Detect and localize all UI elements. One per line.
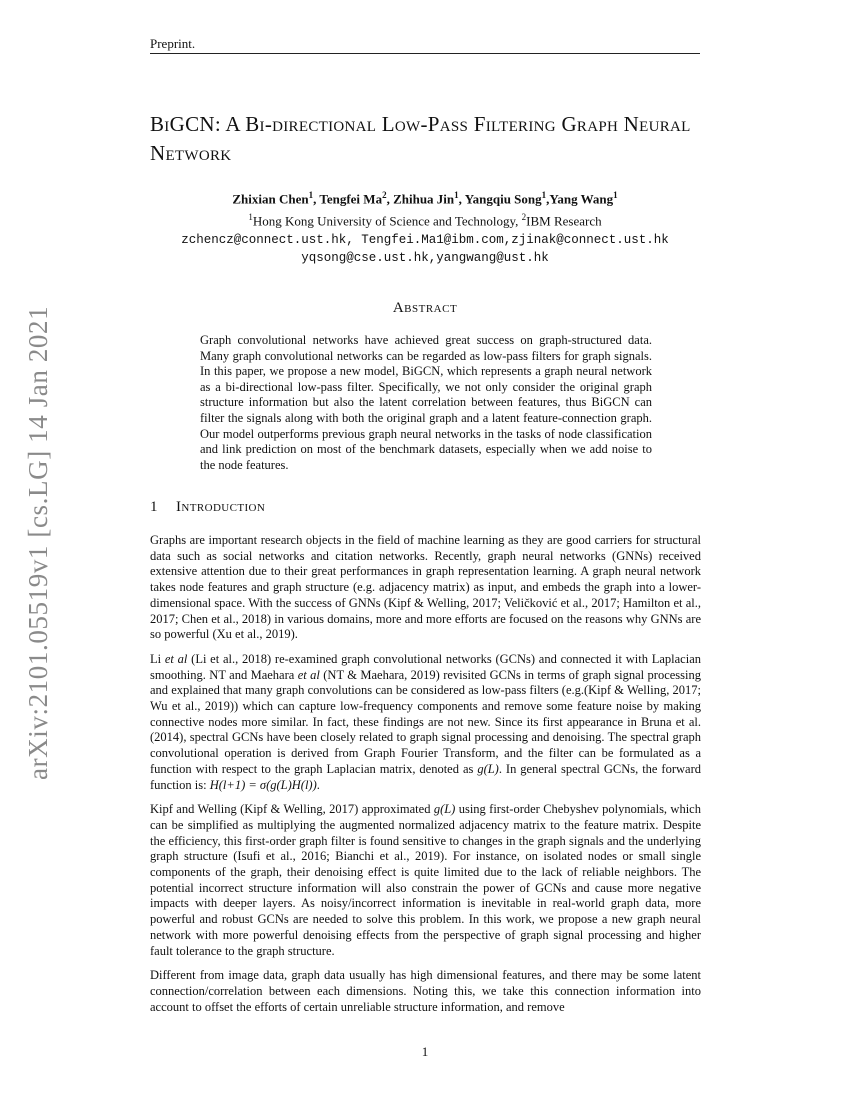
author-affiliation-mark: 1: [613, 190, 618, 200]
paragraph: Graphs are important research objects in the field of machine learning as they are good carriers for structural data such as social networks and citation networks. Recently, graph neural networks (GNNs) received extensive attention due to their great performances in graph representation learning. A graph neural network takes node features and graph structure (e.g. adjacency matrix) as input, and embeds the graph into a lower-dimensional space. With the success of GNNs (Kipf & Welling, 2017; Veličković et al., 2017; Hamilton et al., 2017; Chen et al., 2018) in various domains, more and more efforts are focused on the reasons why GNNs are so powerful (Xu et al., 2019).: [150, 533, 701, 642]
author-name: Tengfei Ma: [319, 191, 383, 207]
paper-title: BiGCN: A Bi-directional Low-Pass Filtering Graph Neural Network: [150, 112, 691, 165]
paragraph: Li et al (Li et al., 2018) re-examined graph convolutional networks (GCNs) and connected it with Laplacian smoothing. NT and Maehara et al (NT & Maehara, 2019) revisited GCNs in terms of graph signal processing and explained that many graph convolutions can be considered as low-pass filters (e.g.(Kipf & Welling, 2017; Wu et al., 2019)) which can capture low-frequency components and remove some feature noise by making connective nodes more similar. In fact, these findings are not new. Since its first appearance in Bruna et al. (2014), spectral GCNs have been closely related to graph signal processing and denoising. The spectral graph convolutional operation is derived from Graph Fourier Transform, and the filter can be formulated as a function with respect to the graph Laplacian matrix, denoted as g(L). In general spectral GCNs, the forward function is: H(l+1) = σ(g(L)H(l)).: [150, 651, 702, 792]
paragraph: Kipf and Welling (Kipf & Welling, 2017) approximated g(L) using first-order Chebyshev polynomials, which can be simplified as multiplying the augmented normalized adjacency matrix to the feature matrix. Despite the efficiency, this first-order graph filter is found sensitive to changes in the graph signals and the underlying graph structure (Isufi et al., 2016; Bianchi et al., 2019). For instance, on isolated nodes or small single components of the graph, their denoising effect is quite limited due to the lack of reliable neighbors. The potential incorrect structure information will also constrain the power of GCNs and cause more negative impacts with deeper layers. As noisy/incorrect information is inevitable in real-world graph data, more powerful and robust GCNs are needed to solve this problem. In this work, we propose a new graph neural network with more powerful denoising effects from the perspective of graph signal processing and higher fault tolerance to the graph structure.: [150, 802, 701, 958]
running-header: Preprint.: [150, 36, 196, 51]
math-inline: g(L): [433, 802, 456, 817]
abstract-heading: Abstract: [392, 300, 458, 316]
section-body: [150, 533, 701, 1024]
section-title: Introduction: [176, 499, 266, 515]
author-affiliation-mark: 1: [541, 190, 547, 200]
author-list: Zhixian Chen$^1$, Tengfei Ma$^2$, Zhihua Jin$^1$, Yangqiu Song$^1$,Yang Wang$^1$: [232, 190, 618, 207]
author-name: Zhihua Jin: [393, 191, 455, 207]
affiliations: $^1$Hong Kong University of Science and Technology, $^2$IBM Research: [248, 212, 602, 229]
author-name: Zhixian Chen: [232, 191, 309, 207]
emphasis: et al: [164, 651, 188, 666]
section-number: 1: [150, 499, 158, 515]
emails-line-1: zchencz@connect.ust.hk, Tengfei.Ma1@ibm.com,zjinak@connect.ust.hk: [181, 232, 669, 247]
author-affiliation-mark: 1: [454, 190, 459, 200]
emphasis: et al: [297, 667, 320, 682]
author-name: Yangqiu Song: [464, 191, 542, 207]
author-affiliation-mark: 1: [308, 190, 314, 200]
math-inline: g(L): [477, 761, 499, 776]
author-name: Yang Wang: [549, 191, 614, 207]
paragraph: Different from image data, graph data usually has high dimensional features, and there may be some latent connection/correlation between each dimensions. Noting this, we take this connection information into account to offset the efforts of certain unreliable structure information, and remove: [150, 968, 701, 1014]
math-inline: H(l+1) = σ(g(L)H(l)): [209, 777, 317, 792]
author-block: [150, 186, 700, 267]
abstract-text: Graph convolutional networks have achieved great success on graph-structured data. Many graph convolutional networks can be regarded as low-pass filters for graph signals. In this paper, we propose a new model, BiGCN, which represents a graph neural network as a bi-directional low-pass filter. Specifically, we not only consider the original graph structure information but also the latent correlation between features, thus BiGCN can filter the signals along with both the original graph and a latent feature-connection graph. Our model outperforms previous graph neural networks in the tasks of node classification and link prediction on most of the benchmark datasets, especially when we add noise to the node features.: [200, 333, 652, 472]
page-number: 1: [421, 1044, 429, 1059]
author-affiliation-mark: 2: [382, 190, 387, 200]
affiliation-1: Hong Kong University of Science and Technology,: [252, 213, 522, 229]
affiliation-2: IBM Research: [526, 213, 602, 229]
arxiv-stamp: arXiv:2101.05519v1 [cs.LG] 14 Jan 2021: [23, 305, 53, 780]
header-rule: [150, 53, 700, 54]
emails-line-2: yqsong@cse.ust.hk,yangwang@ust.hk: [301, 250, 549, 265]
section-heading: [150, 499, 700, 516]
